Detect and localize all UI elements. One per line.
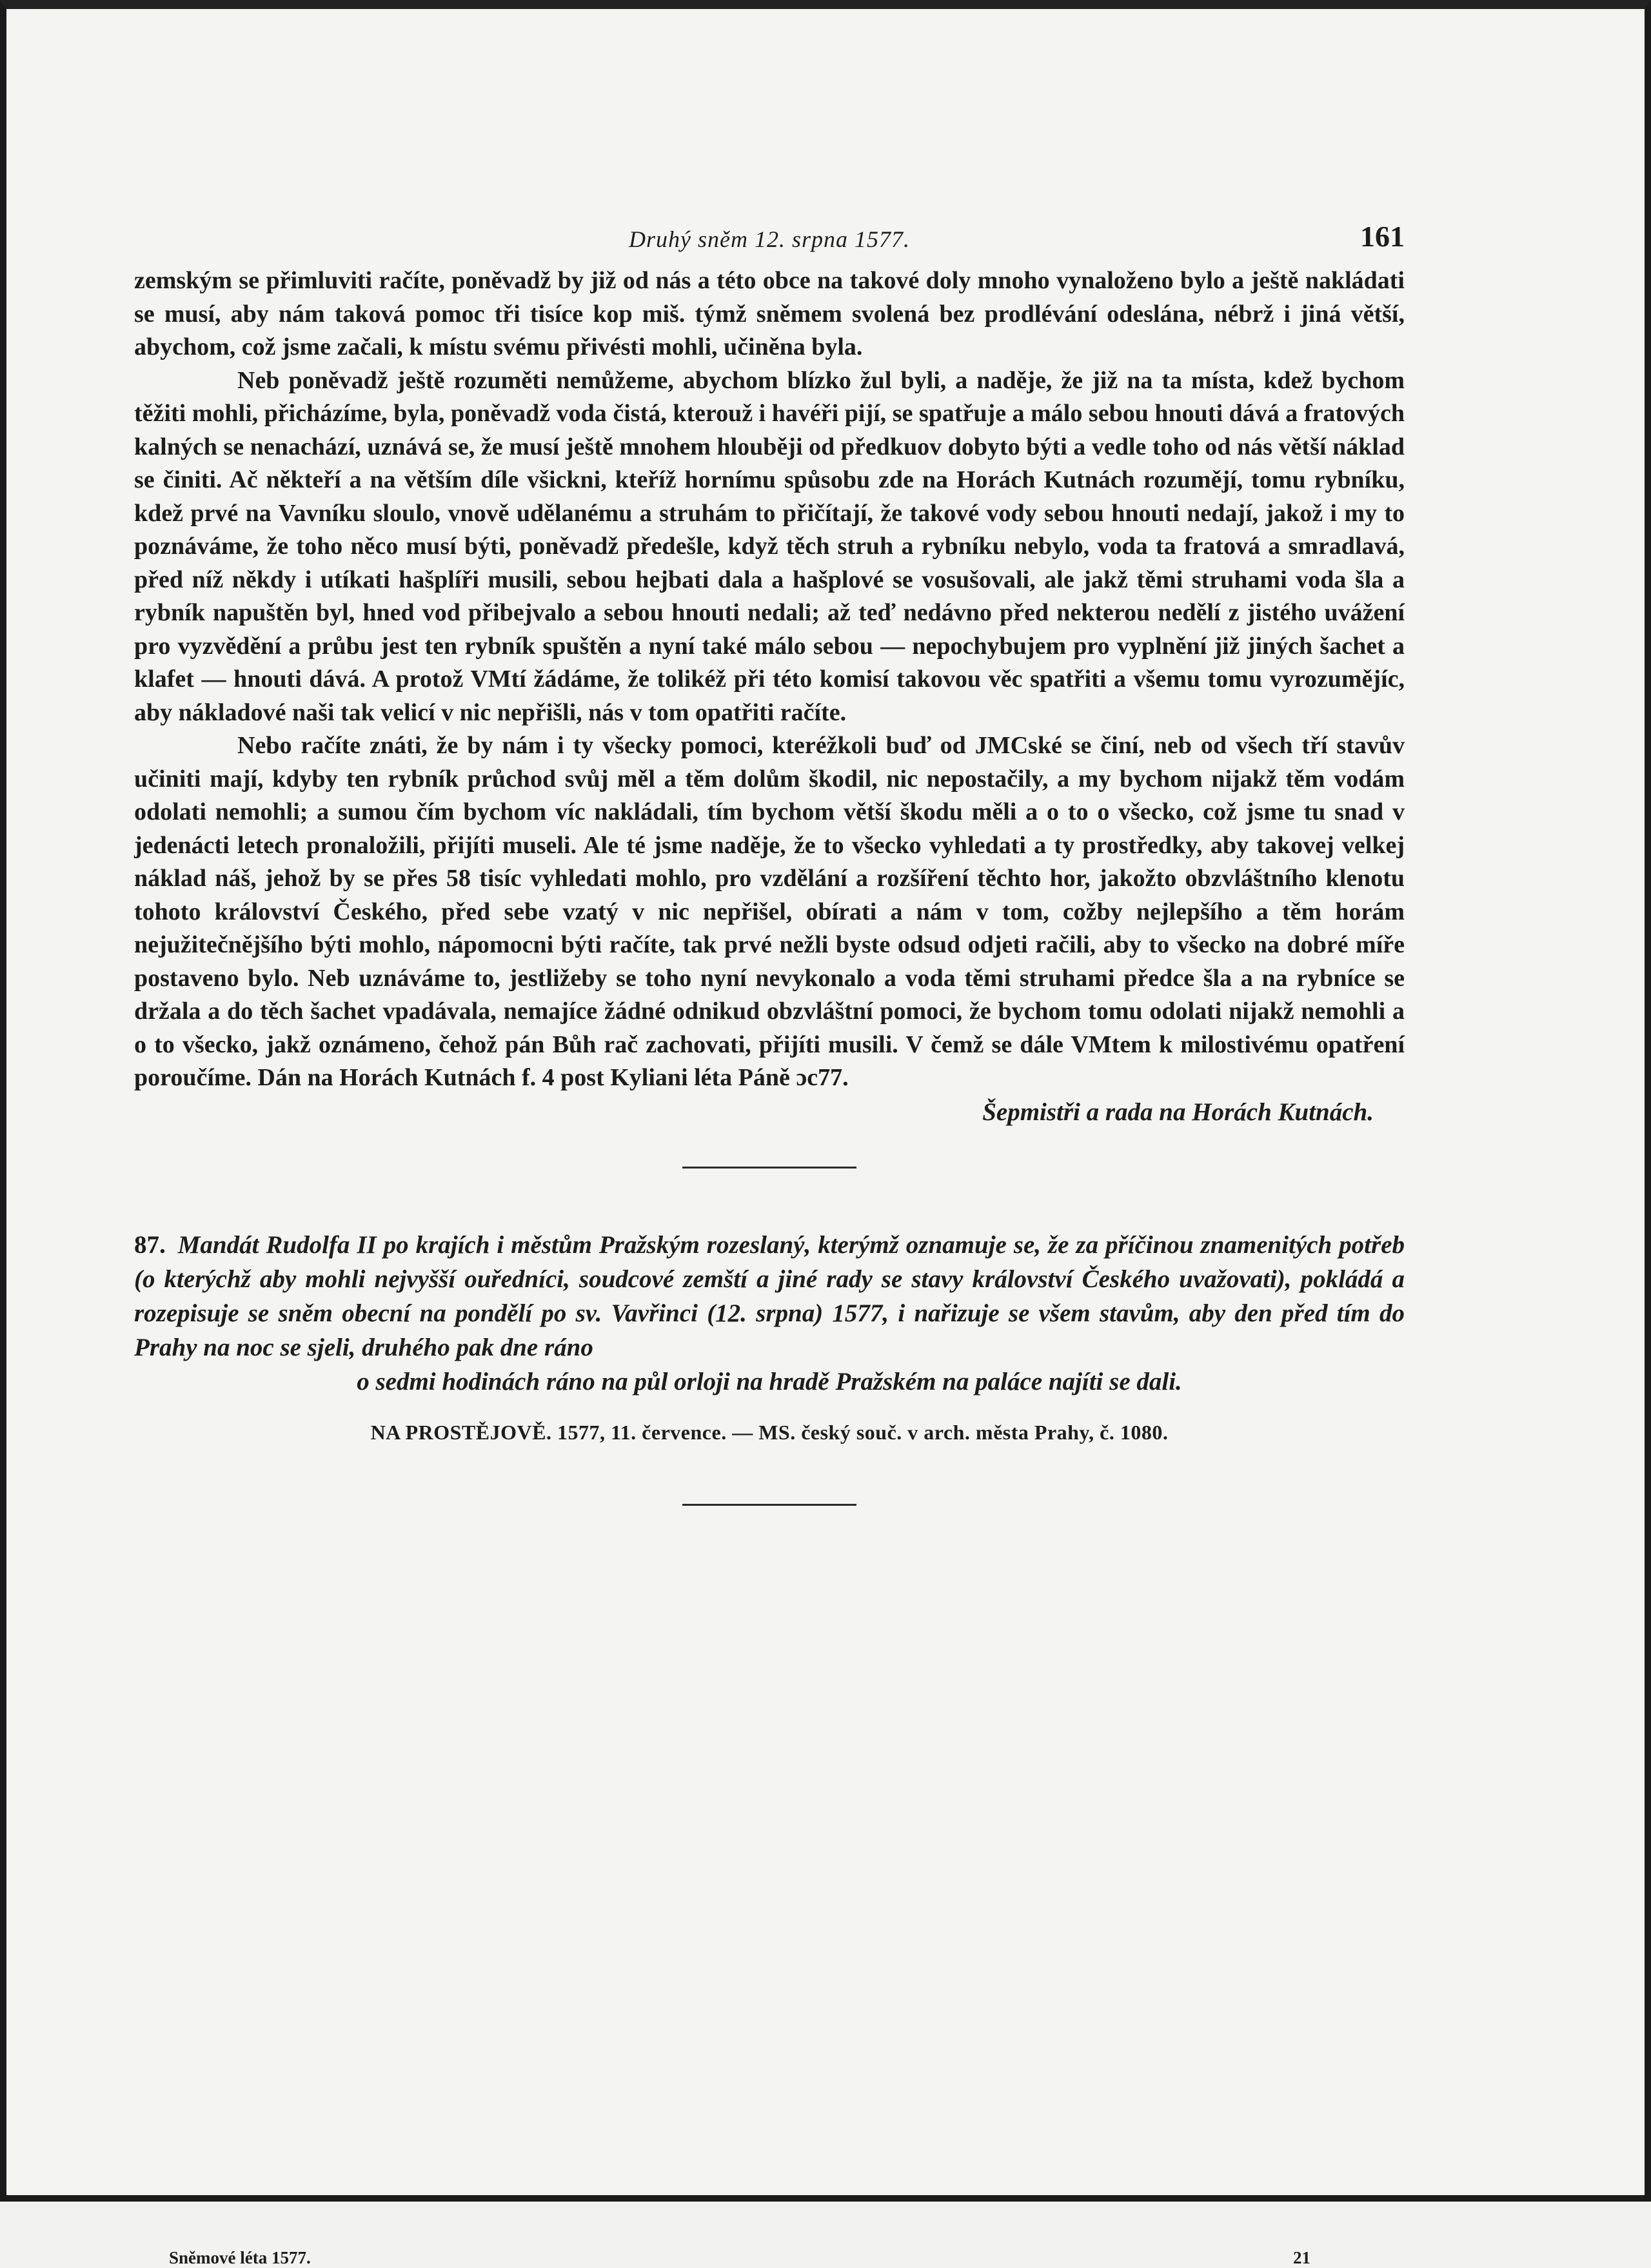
letter-paragraph-1: zemským se přimluviti račíte, poněvadž by již od nás a této obce na takové doly mnoho vynaloženo bylo a ještě nakládati se musí, aby nám taková pomoc tři tisíce kop miš. týmž sněmem svolená bez prodlévání odeslána, nébrž i jiná větší, abychom, což jsme začali, k místu svému přivésti mohli, učiněna byla.	[134, 267, 1405, 360]
page-number: 161	[1360, 220, 1405, 253]
sheet-number: 21	[1293, 2248, 1310, 2267]
document-entry	[134, 1228, 1405, 1399]
letter-body	[134, 264, 1405, 1095]
entry-source: NA PROSTĚJOVĚ. 1577, 11. července. — MS. český souč. v arch. města Prahy, č. 1080.	[370, 1420, 1169, 1444]
page-footer	[169, 2248, 1310, 2268]
running-head	[134, 219, 1405, 264]
running-title: Druhý sněm 12. srpna 1577.	[629, 226, 910, 252]
letter-paragraph-2: Neb poněvadž ještě rozuměti nemůžeme, abychom blízko žul byli, a naděje, že již na ta místa, kdež bychom těžiti mohli, přicházíme, byla, poněvadž voda čistá, kterouž i havéři pijí, se spatřuje a málo sebou hnouti dává a fratových kalných se nenachází, uznává se, že musí ještě mnohem hlouběji od předkuov dobyto býti a vedle toho od nás větší náklad se činiti. Ač někteří a na větším díle všickni, kteříž hornímu spůsobu zde na Horách Kutnách rozumějí, tomu rybníku, kdež prvé na Vavníku sloulo, vnově udělanému a struhám to přičítají, že takové vody sebou hnouti nedají, jakož i my to poznáváme, že toho něco musí býti, poněvadž předešle, když těch struh a rybníku nebylo, voda ta fratová a smradlavá, před níž někdy i utíkati hašplíři musili, sebou hejbati dala a hašplové se vosušovali, ale jakž těmi struhami voda šla a rybník napuštěn byl, hned vod přibejvalo a sebou hnouti nedali; až teď nedávno před nekterou nedělí z jistého uvážení pro vyzvědění a průbu jest ten rybník spuštěn a nyní také málo sebou — nepochybujem pro vyplnění již jiných šachet a klafet — hnouti dává. A protož VMtí žádáme, že tolikéž při této komisí takovou věc spatřiti a všemu tomu vyrozumějíc, aby nákladové naši tak velicí v nic nepřišli, nás v tom opatřiti račíte.	[134, 366, 1405, 726]
entry-summary: Mandát Rudolfa II po krajích i městům Pražským rozeslaný, kterýmž oznamuje se, že za příčinou znamenitých potřeb (o kterýchž aby mohli nejvyšší ouředníci, soudcové zemští a jiné rady se stavy království Českého uvažovati), pokládá a rozepisuje se sněm obecní na pondělí po sv. Vavřinci (12. srpna) 1577, i nařizuje se všem stavům, aby den před tím do Prahy na noc se sjeli, druhého pak dne ráno	[134, 1230, 1405, 1361]
letter-paragraph-3: Nebo račíte znáti, že by nám i ty všecky pomoci, kteréžkoli buď od JMCské se činí, neb od všech tří stavův učiniti mají, kdyby ten rybník průchod svůj měl a těm dolům škodil, nic nepostačily, a my bychom nijakž těm vodám odolati nemohli; a sumou čím bychom víc nakládali, tím bychom větší škodu měli a o to o všecko, což jsme tu snad v jedenácti letech pronaložili, přijíti museli. Ale té jsme naděje, že to všecko vyhledati a ty prostředky, aby takovej velkej náklad náš, jehož by se přes 58 tisíc vyhledati mohlo, pro vzdělání a rozšíření těchto hor, jakožto obzvláštního klenotu tohoto království Českého, před sebe vzatý v nic nepřišel, obírati a nám v tom, cožby nejlepšího a těm horám nejužitečnějšího býti mohlo, nápomocni býti račíte, tak prvé nežli byste odsud odjeti račili, aby to všecko na dobré míře postaveno bylo. Neb uznáváme to, jestližeby se toho nyní nevykonalo a voda těmi struhami předce šla a na rybníce se držala a do těch šachet vpadávala, nemajíce žádné odnikud obzvláštní pomoci, že bychom tomu odolati nijakž nemohli a o to všecko, jakž oznámeno, čehož pán Bůh rač zachovati, přijíti musili. V čemž se dále VMtem k milostivému opatření poroučíme. Dán na Horách Kutnách f. 4 post Kyliani léta Páně ɔc77.	[134, 732, 1405, 1091]
entry-summary-last-line: o sedmi hodinách ráno na půl orloji na hradě Pražském na paláce najíti se dali.	[357, 1367, 1182, 1395]
section-divider-end	[682, 1504, 856, 1506]
letter-signature: Šepmistři a rada na Horách Kutnách.	[982, 1098, 1374, 1126]
entry-number: 87.	[134, 1230, 166, 1259]
section-divider	[682, 1167, 856, 1169]
page-content	[134, 219, 1405, 1506]
sheet-signature-mark: Sněmové léta 1577.	[169, 2248, 311, 2267]
